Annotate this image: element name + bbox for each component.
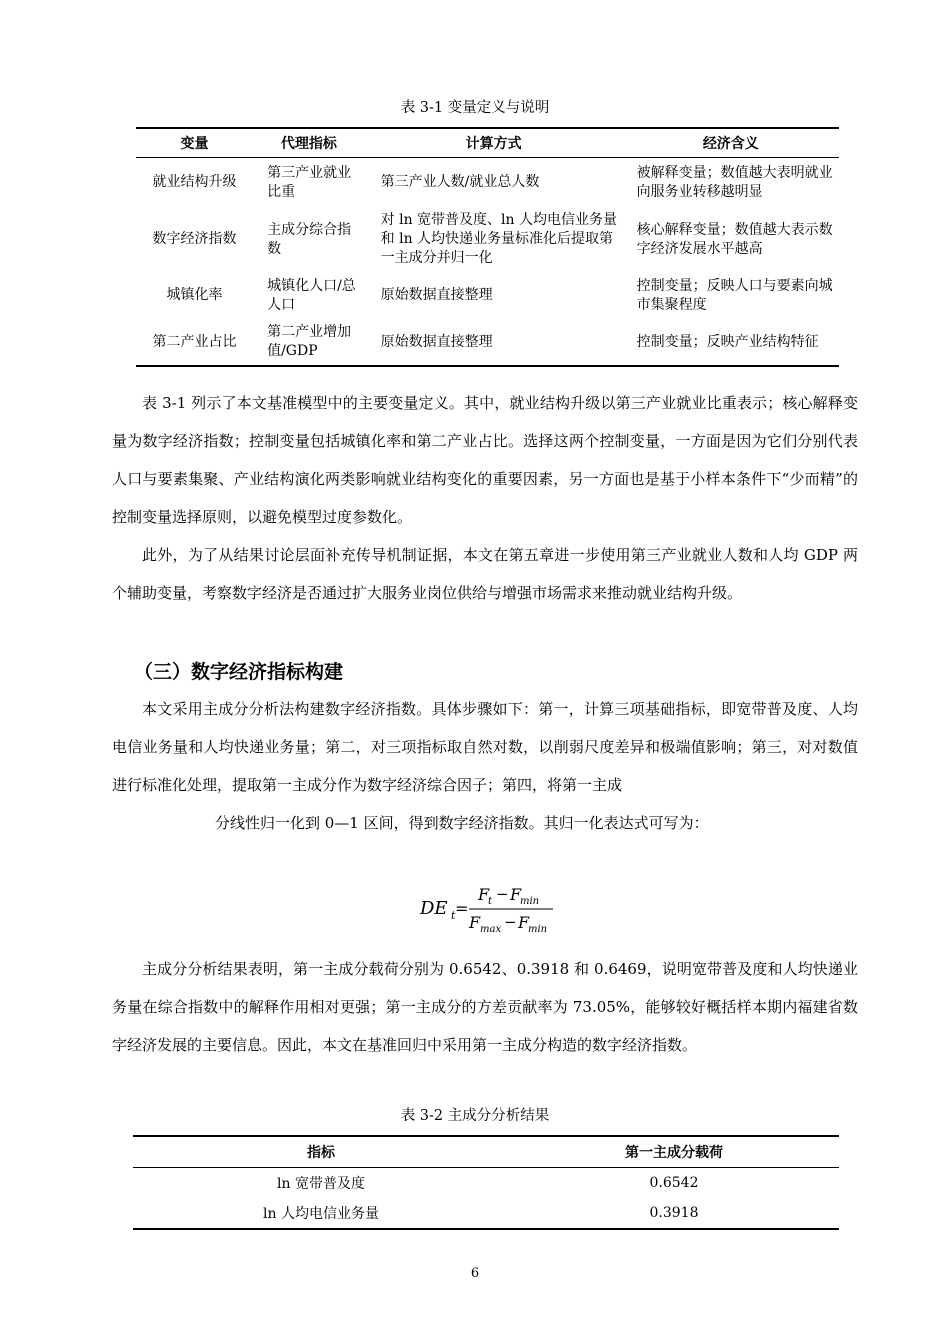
normalization-formula [415, 876, 565, 936]
table-cell: 控制变量；反映产业结构特征 [623, 320, 839, 366]
table-cell: 第二产业占比 [136, 320, 253, 366]
table-header-cell: 代理指标 [253, 128, 365, 158]
table-header-cell: 变量 [136, 128, 253, 158]
table-header-cell: 第一主成分载荷 [509, 1136, 839, 1168]
table-header-row [133, 1136, 839, 1168]
formula-den-a: F [469, 913, 481, 932]
body-text-block-1 [112, 384, 858, 612]
table1-caption: 表 3-1 变量定义与说明 [400, 100, 550, 116]
table-cell: 第三产业就业比重 [267, 164, 352, 200]
table-row [136, 320, 839, 366]
table-cell: 就业结构升级 [152, 174, 237, 191]
formula-svg [415, 876, 565, 936]
formula-num-b-sub: min [520, 896, 540, 907]
table-header-cell: 计算方式 [365, 128, 623, 158]
formula-num-a: F [478, 885, 490, 904]
formula-den-a-sub: max [480, 924, 502, 935]
paragraph: 表 3-1 列示了本文基准模型中的主要变量定义。其中，就业结构升级以第三产业就业比重表示；核心解释变量为数字经济指数；控制变量包括城镇化率和第二产业占比。选择这两个控制变量，一方面是因为它们分别代表人口与要素集聚、产业结构演化两类影响就业结构变化的重要因素，另一方面也是基于小样本条件下“少而精”的控制变量选择原则，以避免模型过度参数化。 [112, 394, 858, 526]
paragraph-last-line: 分线性归一化到 0—1 区间，得到数字经济指数。其归一化表达式可写为： [215, 814, 709, 832]
formula-num-a-sub: t [488, 896, 493, 907]
table-cell: 城镇化人口/总人口 [267, 277, 356, 313]
formula-num-op: − [496, 885, 509, 903]
formula-num-b: F [510, 885, 522, 904]
table-header-cell: 指标 [133, 1136, 509, 1168]
table-row [136, 208, 839, 272]
table-cell: 原始数据直接整理 [380, 287, 493, 303]
table-header-row [136, 128, 839, 158]
pca-results-table [133, 1135, 839, 1230]
page-number: 6 [470, 1266, 480, 1281]
formula-den-op: − [504, 913, 517, 931]
formula-den-b: F [518, 913, 530, 932]
variable-definition-table [136, 127, 839, 367]
table-row [136, 158, 839, 208]
body-text-block-3 [112, 950, 858, 1064]
table-row [133, 1198, 839, 1229]
formula-den-b-sub: min [528, 924, 548, 935]
table-cell: 对 ln 宽带普及度、ln 人均电信业务量和 ln 人均快递业务量标准化后提取第一主成分并归一化 [380, 212, 617, 266]
formula-lhs: DE [420, 898, 448, 919]
paragraph: 本文采用主成分分析法构建数字经济指数。具体步骤如下：第一，计算三项基础指标，即宽带普及度、人均电信业务量和人均快递业务量；第二，对三项指标取自然对数，以削弱尺度差异和极端值影响；第三，对对数值进行标准化处理，提取第一主成分作为数字经济综合因子；第四，将第一主成 [112, 700, 858, 794]
table-row [133, 1168, 839, 1199]
section-heading: （三）数字经济指标构建 [134, 661, 344, 683]
table-cell: 第二产业增加值/GDP [253, 320, 365, 366]
formula-equals: = [455, 899, 469, 918]
table-cell: 0.6542 [649, 1175, 699, 1191]
table-cell: 0.3918 [509, 1198, 839, 1229]
table-cell: 数字经济指数 [152, 231, 237, 247]
table-cell: 第三产业人数/就业总人数 [380, 174, 540, 191]
paragraph: 主成分分析结果表明，第一主成分载荷分别为 0.6542、0.3918 和 0.6469，说明宽带普及度和人均快递业务量在综合指数中的解释作用相对更强；第一主成分的方差贡献率为 73.05%，能够较好概括样本期内福建省数字经济发展的主要信息。因此，本文在基准回归中采用第一主成分构造的数字经济指数。 [112, 960, 858, 1054]
paragraph: 此外，为了从结果讨论层面补充传导机制证据，本文在第五章进一步使用第三产业就业人数和人均 GDP 两个辅助变量，考察数字经济是否通过扩大服务业岗位供给与增强市场需求来推动就业结构升级。 [112, 546, 858, 602]
table-cell: 被解释变量；数值越大表明就业向服务业转移越明显 [636, 164, 833, 200]
formula-lhs-sub: t [451, 909, 456, 922]
table-cell: 原始数据直接整理 [365, 320, 623, 366]
table-row [136, 272, 839, 320]
table-cell: 核心解释变量；数值越大表示数字经济发展水平越高 [636, 221, 833, 257]
table-cell: 主成分综合指数 [267, 221, 352, 257]
table-cell: ln 人均电信业务量 [133, 1198, 509, 1229]
table-cell: 控制变量；反映人口与要素向城市集聚程度 [636, 277, 833, 313]
table-cell: 城镇化率 [166, 287, 223, 303]
table-cell: ln 宽带普及度 [277, 1176, 365, 1192]
table-header-cell: 经济含义 [623, 128, 839, 158]
table2-caption: 表 3-2 主成分分析结果 [400, 1108, 550, 1124]
body-text-block-2 [112, 690, 858, 842]
